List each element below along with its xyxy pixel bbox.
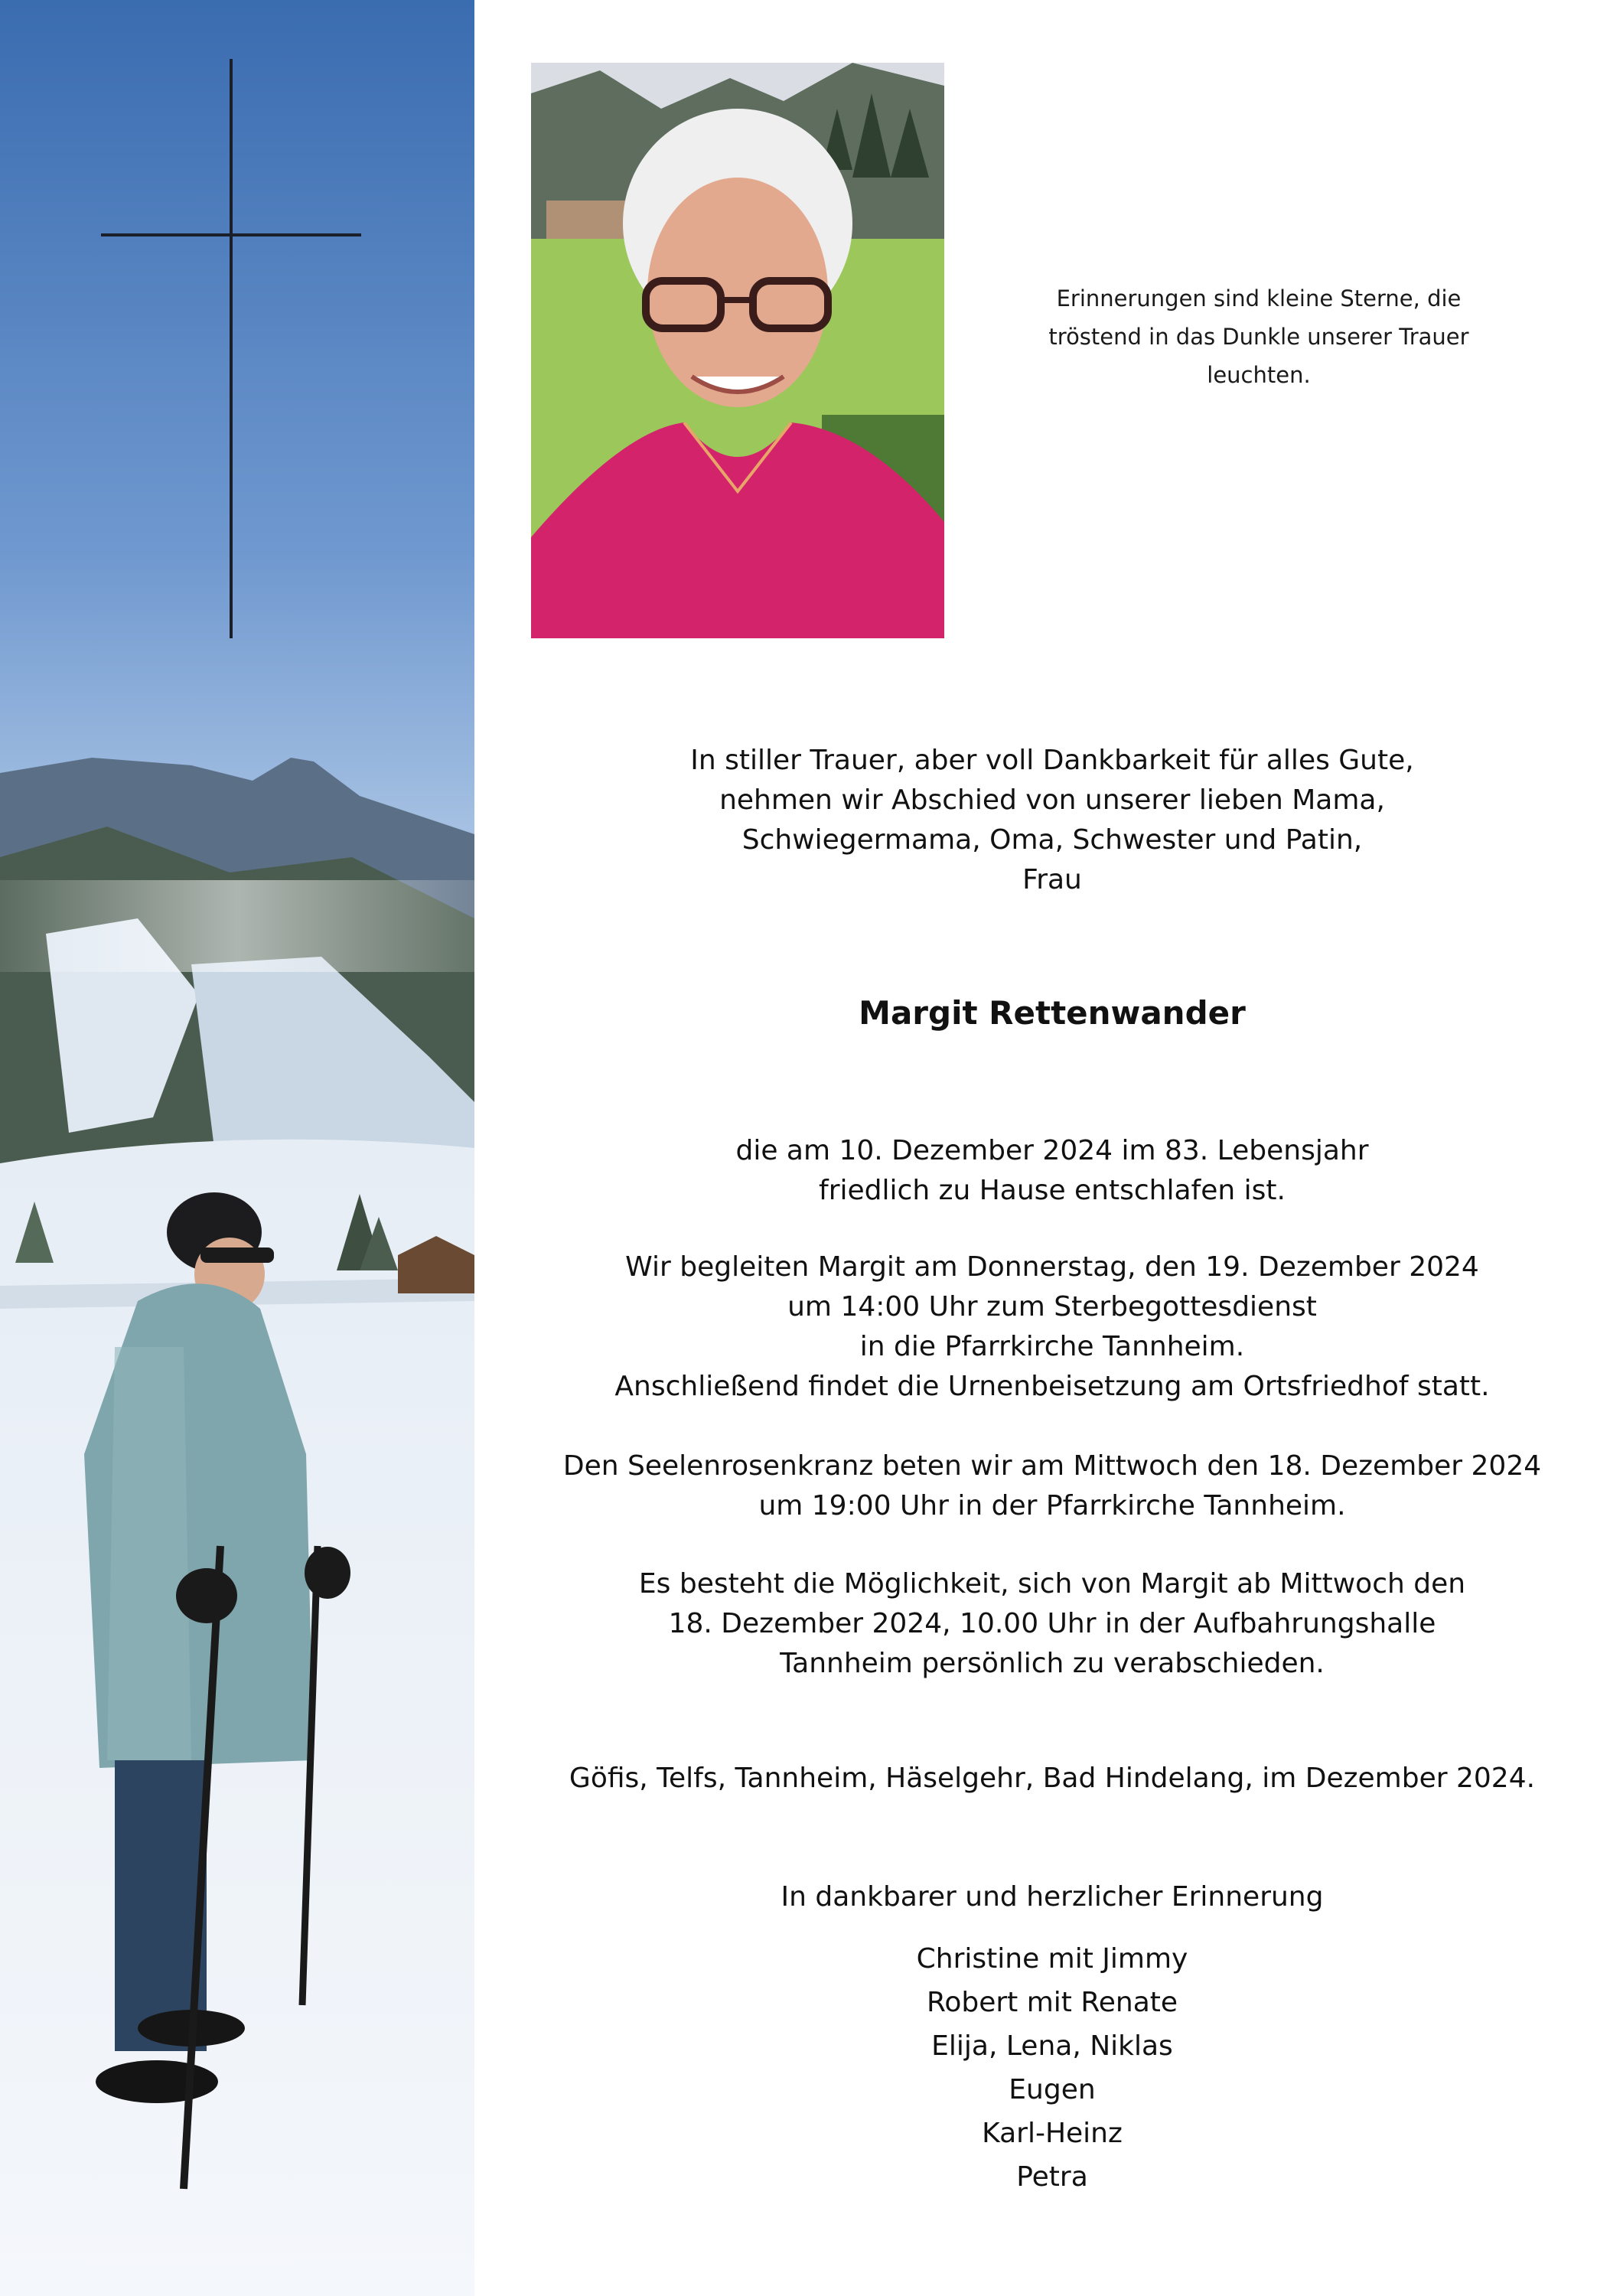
closing-line: In dankbarer und herzlicher Erinnerung	[781, 1881, 1324, 1913]
family-member: Christine mit Jimmy	[916, 1943, 1188, 1975]
paragraph-line: friedlich zu Hause entschlafen ist.	[819, 1175, 1286, 1206]
paragraph-line: Es besteht die Möglichkeit, sich von Margit ab Mittwoch den	[638, 1568, 1466, 1600]
paragraph-line: Anschließend findet die Urnenbeisetzung am Ortsfriedhof statt.	[614, 1371, 1490, 1402]
memorial-quote	[1022, 279, 1496, 394]
quote-line: Erinnerungen sind kleine Sterne, die	[1056, 285, 1462, 311]
family-member: Eugen	[1009, 2074, 1096, 2105]
paragraph-line: die am 10. Dezember 2024 im 83. Lebensjahr	[735, 1135, 1369, 1166]
paragraph-line: 18. Dezember 2024, 10.00 Uhr in der Aufbahrungshalle	[668, 1608, 1436, 1639]
death-notice-paragraph	[536, 1131, 1569, 1211]
intro-text	[536, 741, 1569, 900]
paragraph-line: um 14:00 Uhr zum Sterbegottesdienst	[787, 1291, 1317, 1322]
farewell-paragraph	[536, 1564, 1569, 1684]
cross-vertical-bar	[230, 59, 233, 638]
side-photo-strip	[0, 0, 474, 2296]
portrait-photo	[531, 63, 944, 638]
cross-horizontal-bar	[101, 233, 361, 236]
paragraph-line: Den Seelenrosenkranz beten wir am Mittwoch den 18. Dezember 2024	[562, 1450, 1542, 1482]
winter-landscape-image	[0, 0, 474, 2296]
family-member: Karl-Heinz	[982, 2118, 1123, 2149]
intro-line: In stiller Trauer, aber voll Dankbarkeit für alles Gute,	[690, 745, 1414, 776]
family-list	[536, 1937, 1569, 2199]
portrait-image	[531, 63, 944, 638]
funeral-service-paragraph	[536, 1247, 1569, 1407]
place-date: Göfis, Telfs, Tannheim, Häselgehr, Bad Hindelang, im Dezember 2024.	[569, 1763, 1536, 1794]
intro-line: nehmen wir Abschied von unserer lieben Mama,	[719, 784, 1385, 816]
quote-line: leuchten.	[1207, 362, 1311, 388]
deceased-name: Margit Rettenwander	[859, 994, 1246, 1032]
intro-line: Schwiegermama, Oma, Schwester und Patin,	[741, 824, 1363, 856]
intro-line: Frau	[1022, 864, 1082, 895]
family-member: Petra	[1016, 2161, 1088, 2193]
family-member: Elija, Lena, Niklas	[931, 2030, 1173, 2062]
paragraph-line: Tannheim persönlich zu verabschieden.	[780, 1648, 1325, 1679]
rosary-paragraph	[536, 1446, 1569, 1526]
quote-line: tröstend in das Dunkle unserer Trauer	[1048, 324, 1469, 350]
family-member: Robert mit Renate	[926, 1987, 1178, 2018]
paragraph-line: um 19:00 Uhr in der Pfarrkirche Tannheim.	[758, 1490, 1346, 1521]
paragraph-line: Wir begleiten Margit am Donnerstag, den 19. Dezember 2024	[625, 1251, 1479, 1283]
paragraph-line: in die Pfarrkirche Tannheim.	[859, 1331, 1245, 1362]
